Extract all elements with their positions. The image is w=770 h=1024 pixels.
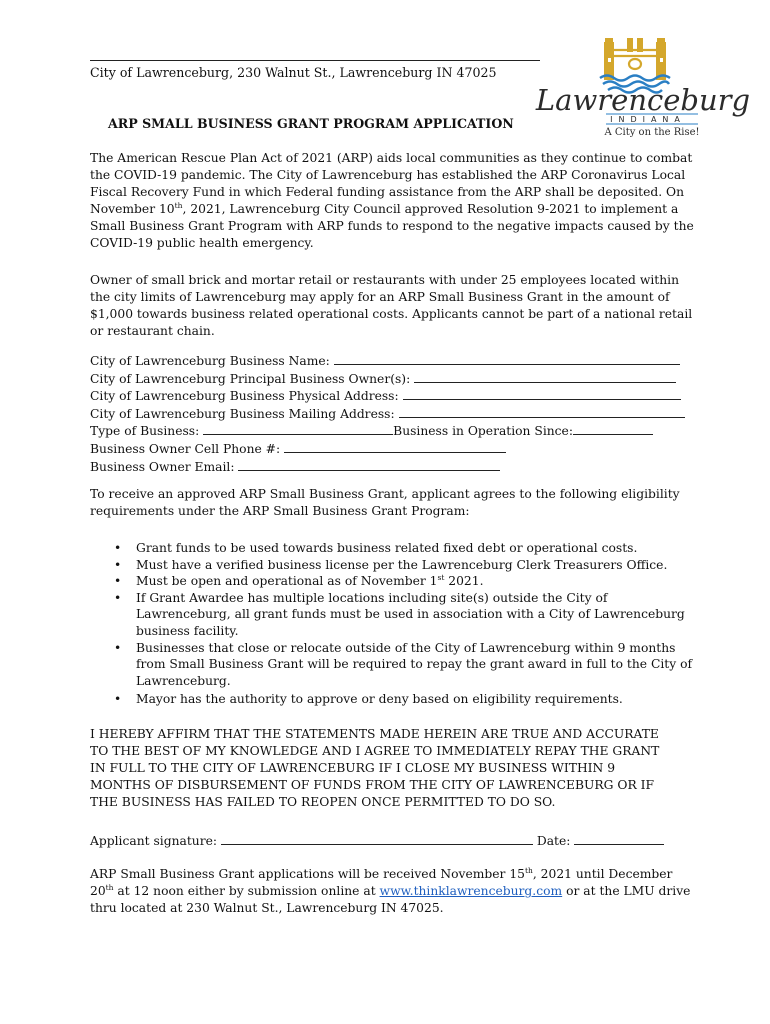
- logo-wordmark: Lawrenceburg: [535, 83, 751, 117]
- text-line: TO THE BEST OF MY KNOWLEDGE AND I AGREE TO IMMEDIATELY REPAY THE GRANT: [90, 744, 660, 758]
- list-item: • Grant funds to be used towards business related fixed debt or operational costs.: [114, 541, 638, 555]
- application-form: [90, 352, 690, 475]
- text-line: thru located at 230 Walnut St., Lawrenceburg IN 47025.: [90, 901, 444, 915]
- text-line: To receive an approved ARP Small Business Grant, applicant agrees to the following eligibility: [90, 487, 680, 501]
- logo-state: INDIANA: [610, 115, 686, 124]
- mailing-address-field[interactable]: City of Lawrenceburg Business Mailing Address:: [90, 405, 690, 423]
- requirements-intro: [90, 486, 690, 520]
- in-operation-since-field[interactable]: [573, 422, 653, 435]
- text-line: $1,000 towards business related operational costs. Applicants cannot be part of a national retail: [90, 307, 693, 321]
- submission-info: [90, 866, 690, 917]
- physical-address-field[interactable]: City of Lawrenceburg Business Physical Address:: [90, 387, 690, 405]
- signature-label: Applicant signature:: [90, 834, 218, 848]
- principal-owner-field[interactable]: City of Lawrenceburg Principal Business Owner(s):: [90, 370, 690, 388]
- text-line: The American Rescue Plan Act of 2021 (ARP) aids local communities as they continue to combat: [90, 151, 693, 165]
- date-label: Date:: [536, 834, 571, 848]
- text-line: or restaurant chain.: [90, 324, 215, 338]
- cell-phone-field[interactable]: Business Owner Cell Phone #:: [90, 440, 690, 458]
- text-line: Owner of small brick and mortar retail or restaurants with under 25 employees located within: [90, 273, 679, 287]
- bullet-icon: •: [114, 692, 122, 707]
- list-item: • Must have a verified business license per the Lawrenceburg Clerk Treasurers Office.: [114, 557, 668, 572]
- bullet-icon: •: [114, 574, 122, 589]
- lawrenceburg-logo: [535, 34, 751, 138]
- text-line: COVID-19 public health emergency.: [90, 236, 314, 250]
- logo-tagline: A City on the Rise!: [604, 127, 700, 138]
- signature-row: [90, 832, 664, 848]
- text-line: IN FULL TO THE CITY OF LAWRENCEBURG IF I CLOSE MY BUSINESS WITHIN 9: [90, 761, 616, 775]
- text-line: MONTHS OF DISBURSEMENT OF FUNDS FROM THE CITY OF LAWRENCEBURG OR IF: [90, 778, 655, 792]
- affirmation-statement: [90, 726, 690, 811]
- email-field[interactable]: Business Owner Email:: [90, 458, 690, 476]
- text-line: ARP Small Business Grant applications will be received November 15th, 2021 until December: [90, 866, 673, 881]
- text-line: the city limits of Lawrenceburg may apply for an ARP Small Business Grant in the amount of: [90, 290, 670, 304]
- list-item: • Must be open and operational as of November 1st 2021.: [114, 573, 484, 589]
- bullet-icon: •: [114, 557, 122, 572]
- date-field[interactable]: [574, 832, 664, 845]
- website-link[interactable]: www.thinklawrenceburg.com: [379, 884, 563, 898]
- text-line: the COVID-19 pandemic. The City of Lawrenceburg has established the ARP Coronavirus Local: [90, 168, 686, 182]
- text-line: 20th at 12 noon either by submission online at www.thinklawrenceburg.com or at the LMU drive: [90, 883, 691, 898]
- text-line: THE BUSINESS HAS FAILED TO REOPEN ONCE PERMITTED TO DO SO.: [90, 795, 556, 809]
- page-title: ARP SMALL BUSINESS GRANT PROGRAM APPLICATION: [108, 116, 514, 131]
- eligibility-paragraph: [90, 272, 693, 340]
- business-name-field[interactable]: City of Lawrenceburg Business Name:: [90, 352, 690, 370]
- intro-paragraph: [90, 150, 694, 252]
- text-line: requirements under the ARP Small Business Grant Program:: [90, 504, 470, 518]
- header-rule: [90, 60, 540, 61]
- in-operation-since-label: Business in Operation Since:: [393, 424, 573, 439]
- bridge-tower-icon: [604, 38, 666, 80]
- type-of-business-field[interactable]: Type of Business: Business in Operation Since:: [90, 422, 690, 440]
- list-item: • Businesses that close or relocate outside of the City of Lawrenceburg within 9 months from Small Business Grant will be required to repay the grant award in full to the City of Lawrenceburg.: [114, 640, 693, 688]
- city-address: City of Lawrenceburg, 230 Walnut St., Lawrenceburg IN 47025: [90, 65, 497, 80]
- text-line: November 10th, 2021, Lawrenceburg City Council approved Resolution 9-2021 to implement a: [90, 201, 679, 216]
- bullet-icon: •: [114, 590, 122, 605]
- text-line: Fiscal Recovery Fund in which Federal funding assistance from the ARP shall be deposited. On: [90, 185, 685, 199]
- bullet-icon: •: [114, 541, 122, 555]
- text-line: I HEREBY AFFIRM THAT THE STATEMENTS MADE HEREIN ARE TRUE AND ACCURATE: [90, 727, 659, 741]
- list-item: • Mayor has the authority to approve or deny based on eligibility requirements.: [114, 692, 623, 707]
- bullet-icon: •: [114, 640, 122, 655]
- requirements-list: [90, 540, 693, 708]
- signature-field[interactable]: [221, 832, 533, 845]
- list-item: • If Grant Awardee has multiple locations including site(s) outside the City of Lawrenceburg, all grant funds must be used in association with a City of Lawrenceburg business facility.: [114, 590, 685, 638]
- text-line: Small Business Grant Program with ARP funds to respond to the negative impacts caused by the: [90, 219, 694, 233]
